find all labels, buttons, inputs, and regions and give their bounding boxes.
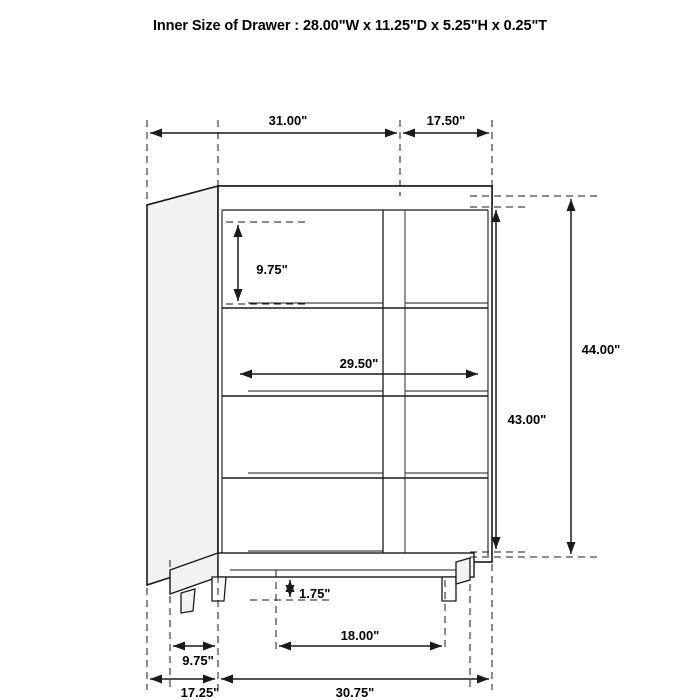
dim-label-3075: 30.75" — [335, 685, 375, 700]
dim-label-975-height: 9.75" — [256, 262, 288, 277]
leg-front-left — [212, 577, 226, 601]
base-plinth-front — [218, 553, 474, 577]
dim-label-4300: 43.00" — [507, 412, 547, 427]
dim-label-1750: 17.50" — [426, 113, 466, 128]
leg-back-left — [181, 589, 195, 613]
page-title: Inner Size of Drawer : 28.00"W x 11.25"D x 5.25"H x 0.25"T — [152, 18, 548, 34]
dim-label-975-depth: 9.75" — [182, 653, 214, 668]
dim-label-2950: 29.50" — [339, 356, 379, 371]
dim-label-1800: 18.00" — [340, 628, 380, 643]
chest-side-panel — [147, 186, 218, 585]
leg-back-right — [456, 558, 470, 584]
dim-label-31: 31.00" — [268, 113, 308, 128]
dim-label-4400: 44.00" — [581, 342, 621, 357]
dim-label-1725: 17.25" — [180, 685, 220, 700]
chest-illustration — [147, 186, 492, 613]
dim-label-175: 1.75" — [299, 586, 331, 601]
leg-front-right — [442, 577, 456, 601]
